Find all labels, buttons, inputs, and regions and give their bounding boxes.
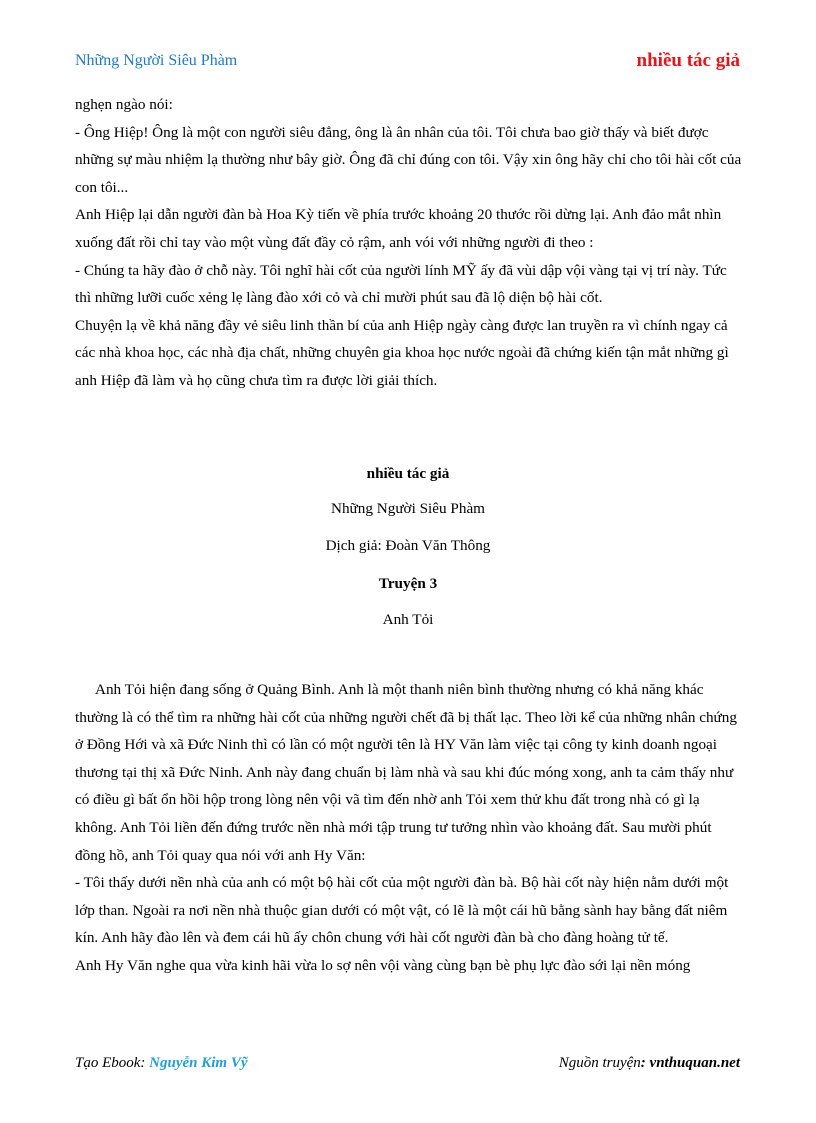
paragraph: Anh Hy Văn nghe qua vừa kinh hãi vừa lo sợ nên vội vàng cùng bạn bè phụ lực đào sới lại nền móng (75, 956, 691, 974)
paragraph: Chuyện lạ về khả năng đầy vẻ siêu linh thần bí của anh Hiệp ngày càng được lan truyền ra vì chính ngay cả các nhà khoa học, các nhà địa chất, những chuyên gia khoa học nước ngoài đã chứng kiến tận mắt những gì anh Hiệp đã làm và họ cũng chưa tìm ra được lời giải thích. (75, 316, 729, 389)
chapter-story-number: Truyện 3 (378, 575, 438, 592)
chapter-book-title: Những Người Siêu Phàm (330, 500, 485, 517)
footer-source-label: Nguồn truyện (558, 1055, 641, 1071)
footer-ebook-creator: Nguyễn Kim Vỹ (149, 1055, 248, 1071)
footer-ebook-label: Tạo Ebook (75, 1055, 141, 1071)
footer-source-credit (559, 1055, 740, 1072)
header-author: nhiều tác giả (636, 50, 740, 71)
footer-ebook-credit (75, 1055, 248, 1072)
paragraph: - Chúng ta hãy đào ở chỗ này. Tôi nghĩ hài cốt của người lính MỸ ấy đã vùi dập vội vàng tại vị trí này. Tức thì những lưỡi cuốc xẻng lẹ làng đào xới cỏ và chỉ mười phút sau đã lộ diện bộ hài cốt. (75, 261, 727, 307)
text-block-2 (75, 676, 743, 980)
paragraph: - Ông Hiệp! Ông là một con người siêu đẳng, ông là ân nhân của tôi. Tôi chưa bao giờ thấy và biết được những sự màu nhiệm lạ thường như bây giờ. Ông đã chỉ đúng con tôi. Vậy xin ông hãy chỉ cho tôi hài cốt của con tôi... (75, 123, 742, 196)
paragraph: nghẹn ngào nói: (75, 96, 173, 113)
text-block-1 (75, 91, 743, 395)
footer-source-sep: : (640, 1055, 650, 1071)
header-book-title: Những Người Siêu Phàm (75, 52, 238, 69)
chapter-story-title: Anh Tỏi (382, 611, 434, 628)
paragraph: - Tôi thấy dưới nền nhà của anh có một bộ hài cốt của một người đàn bà. Bộ hài cốt này hiện nằm dưới một lớp than. Ngoài ra nơi nền nhà thuộc gian dưới có một vật, có lẽ là một cái hũ bằng sành hay bằng đất niêm kín. Anh hãy đào lên và đem cái hũ ấy chôn chung với hài cốt người đàn bà cho đàng hoàng tử tế. (75, 874, 729, 947)
chapter-author: nhiều tác giả (366, 465, 450, 482)
chapter-translator: Dịch giả: Đoàn Văn Thông (325, 537, 491, 554)
paragraph: Anh Hiệp lại dẫn người đàn bà Hoa Kỳ tiến về phía trước khoảng 20 thước rồi dừng lại. Anh đảo mắt nhìn xuống đất rồi chỉ tay vào một vùng đất đầy cỏ rậm, anh vói với những người đi theo : (75, 206, 722, 251)
paragraph: Anh Tỏi hiện đang sống ở Quảng Bình. Anh là một thanh niên bình thường nhưng có khả năng khác thường là có thể tìm ra những hài cốt của những người chết đã bị thất lạc. Theo lời kể của những nhân chứng ở Đồng Hới và xã Đức Ninh thì có lần có một người tên là HY Văn làm việc tại công ty kinh doanh ngoại thương tại thị xã Đức Ninh. Anh này đang chuẩn bị làm nhà và sau khi đúc móng xong, anh ta cảm thấy như có điều gì bất ổn hồi hộp trong lòng nên vội vã tìm đến nhờ anh Tỏi xem thử khu đất trong nhà có gì lạ không. Anh Tỏi liền đến đứng trước nền nhà mới tập trung tư tưởng nhìn vào khoảng đất. Sau mười phút đồng hồ, anh Tỏi quay qua nói với anh Hy Văn: (75, 681, 737, 864)
footer-ebook-sep: : (140, 1055, 150, 1071)
footer-source-site: vnthuquan.net (649, 1055, 740, 1071)
